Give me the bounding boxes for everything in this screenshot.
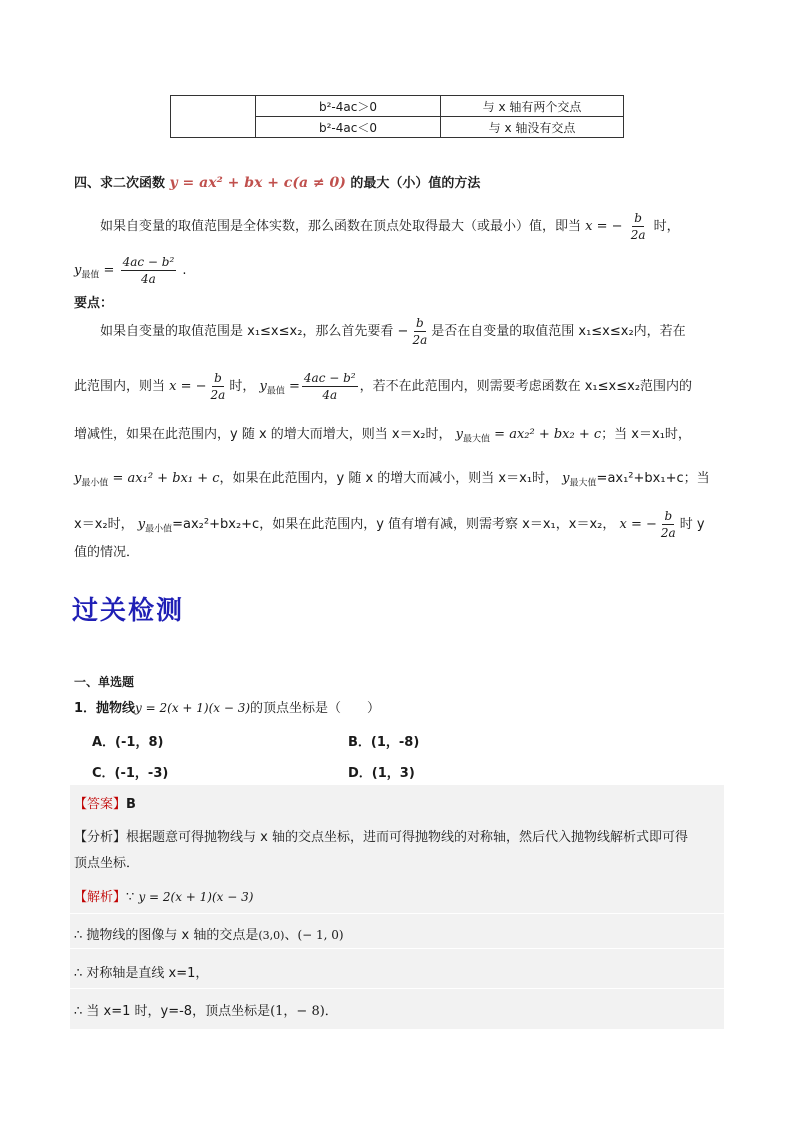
p2-fraction-1: [410, 315, 429, 348]
table-row: [171, 96, 624, 117]
p1-frac2-den: 4a: [141, 272, 156, 286]
table-cell-condition: b²-4ac＞0: [256, 96, 441, 117]
solution-formula: y = 2(x + 1)(x − 3): [138, 890, 254, 904]
option-d[interactable]: D．(1，3): [348, 766, 415, 781]
p1-x-eq: x = −: [585, 219, 623, 234]
p2-l5f: =ax₂²+bx₂+c: [172, 517, 260, 532]
table-cell-condition: b²-4ac＜0: [256, 117, 441, 138]
p2-l4f: = ax₁² + bx₁ + c: [112, 471, 220, 486]
p2-l5b: ，如果在此范围内，y 值有增有减，则需考察 x＝x₁，x＝x₂，: [259, 517, 616, 532]
p1-text-b: 时，: [653, 219, 680, 234]
p2-frac2-den: 2a: [210, 388, 226, 402]
point-1: (3,0): [258, 929, 285, 942]
p2-l5a: x＝x₂时，: [74, 517, 134, 532]
p2-l2y-sub: 最值: [266, 386, 285, 397]
p2-l2a: 此范围内，则当: [74, 379, 166, 394]
separator: 、: [284, 928, 298, 943]
analysis-text-1: 根据题意可得抛物线与 x 轴的交点坐标，进而可得抛物线的对称轴，然后代入抛物线解析式即可得: [126, 830, 688, 845]
p2-l3a: 增减性，如果在此范围内，y 随 x 的增大而增大，则当 x＝x₂时，: [74, 427, 452, 442]
key-points-label: 要点：: [74, 296, 114, 311]
p2-frac3-num: 4ac − b²: [303, 371, 356, 385]
answer-tag: 【答案】: [74, 797, 127, 812]
panel-divider: [70, 988, 724, 989]
p2-l3y-sub: 最大值: [463, 434, 491, 445]
solution-line-4: [74, 1000, 338, 1019]
analysis-text-2: 顶点坐标．: [74, 856, 140, 871]
solution-line-2: [74, 924, 344, 943]
p1-frac2-num: 4ac − b²: [122, 255, 175, 269]
solution-line-4-text: ∴ 当 x=1 时，y=-8，顶点坐标是: [74, 1004, 271, 1019]
p2-l1a: 如果自变量的取值范围是 x₁≤x≤x₂，那么首先要看 −: [100, 324, 409, 339]
answer-panel: [70, 785, 724, 1029]
p2-l5y-sub: 最小值: [145, 524, 173, 535]
p2-l4y-sub: 最小值: [81, 478, 109, 489]
p2-frac-num: b: [416, 316, 424, 330]
paragraph-2-line2: 此范围内，则当 x = − $\frac{b}{2a}$ 时， $y_{最值}$ = $\frac{\text{4ac − b²}}{4a}$ ，若不在此范围内，则需要考虑函数在 x₁≤x≤x₂范围内的: [74, 371, 693, 402]
p2-l4y2: y: [562, 471, 570, 486]
paragraph-2-line5: [74, 508, 705, 543]
solution-line-3: ∴ 对称轴是直线 x=1，: [74, 966, 209, 981]
answer-line: [74, 793, 136, 812]
q1-stem-a: 1．抛物线: [74, 701, 136, 716]
panel-divider: [70, 913, 724, 914]
section-1-heading: 一、单选题: [74, 675, 135, 689]
p1-y: y: [74, 263, 82, 278]
panel-divider: [70, 948, 724, 949]
section-4-heading: [74, 172, 480, 191]
vertex-point: (1，− 8): [270, 1004, 325, 1019]
p2-fraction-4: [659, 508, 678, 541]
section-4-prefix: 四、求二次函数: [74, 176, 166, 191]
p2-l1b: 是否在自变量的取值范围 x₁≤x≤x₂内，若在: [431, 324, 686, 339]
p2-l4a: ，如果在此范围内，y 随 x 的增大而减小，则当 x＝x₁时，: [219, 471, 559, 486]
question-1-stem: [74, 697, 380, 716]
p2-l5c: 时 y: [679, 517, 705, 532]
p2-l4y2-sub: 最大值: [569, 478, 597, 489]
table-empty-cell: [171, 96, 256, 138]
paragraph-2-line4: [74, 466, 710, 497]
p2-l3b: ；当 x＝x₁时，: [601, 427, 691, 442]
p2-fraction-3: [302, 370, 358, 403]
paragraph-2-line6: 值的情况．: [74, 545, 140, 560]
p2-l3y: y: [455, 427, 464, 442]
p2-frac3-den: 4a: [322, 388, 338, 402]
p1-fraction: [629, 210, 648, 243]
page-title: 过关检测: [72, 596, 185, 626]
p1-frac-num: b: [634, 211, 642, 225]
p2-l4f2: =ax₁²+bx₁+c: [596, 471, 684, 486]
p1-fraction-2: [121, 254, 177, 287]
analysis-block: [74, 825, 688, 877]
p2-l5y: y: [137, 517, 146, 532]
analysis-tag: 【分析】: [74, 830, 127, 845]
p2-l3f: = ax₂² + bx₂ + c: [494, 427, 602, 442]
solution-line-4-end: ．: [324, 1004, 338, 1019]
p2-frac4-den: 2a: [660, 526, 676, 540]
p2-l2y: y: [259, 379, 267, 394]
p1-end: .: [182, 263, 187, 278]
p2-l2c: ，若不在此范围内，则需要考虑函数在 x₁≤x≤x₂范围内的: [359, 379, 693, 394]
p1-eq: =: [103, 263, 115, 278]
solution-line-1: [74, 886, 253, 905]
table-cell-result: 与 x 轴没有交点: [441, 117, 624, 138]
answer-value: B: [126, 797, 136, 812]
p2-l2x: x = −: [169, 379, 207, 394]
table-cell-result: 与 x 轴有两个交点: [441, 96, 624, 117]
p2-frac2-num: b: [214, 371, 222, 385]
p1-y-sub: 最值: [81, 270, 100, 281]
p2-l4y: y: [74, 471, 82, 486]
p1-frac-den: 2a: [630, 228, 646, 242]
p2-l4b: ；当: [683, 471, 710, 486]
section-4-suffix: 的最大（小）值的方法: [350, 176, 481, 191]
discriminant-table: [170, 95, 624, 138]
paragraph-1-line1: [100, 210, 680, 243]
p2-frac4-num: b: [664, 509, 673, 523]
p2-frac-den: 2a: [412, 333, 428, 347]
option-b[interactable]: B．(1，-8): [348, 735, 420, 750]
solution-tag: 【解析】: [74, 890, 127, 905]
q1-formula: y = 2(x + 1)(x − 3): [135, 701, 251, 715]
q1-stem-b: 的顶点坐标是（ ）: [250, 701, 381, 716]
p2-l5x: x = −: [619, 517, 657, 532]
option-a[interactable]: A．(-1，8): [92, 735, 164, 750]
paragraph-2-line3: [74, 422, 691, 453]
point-2: (− 1, 0): [297, 928, 344, 942]
p1-text-a: 如果自变量的取值范围是全体实数，那么函数在顶点处取得最大（或最小）值，即当: [100, 219, 582, 234]
p2-l2b: 时，: [229, 379, 256, 394]
paragraph-2-line1: [100, 315, 686, 348]
p2-fraction-2: [209, 370, 228, 403]
solution-line-2-text: ∴ 抛物线的图像与 x 轴的交点是: [74, 928, 259, 943]
because-symbol: ∵: [126, 890, 135, 905]
section-4-formula: y = ax² + bx + c(a ≠ 0): [169, 175, 346, 191]
paragraph-1-line2: [74, 254, 187, 289]
option-c[interactable]: C．(-1，-3): [92, 766, 169, 781]
